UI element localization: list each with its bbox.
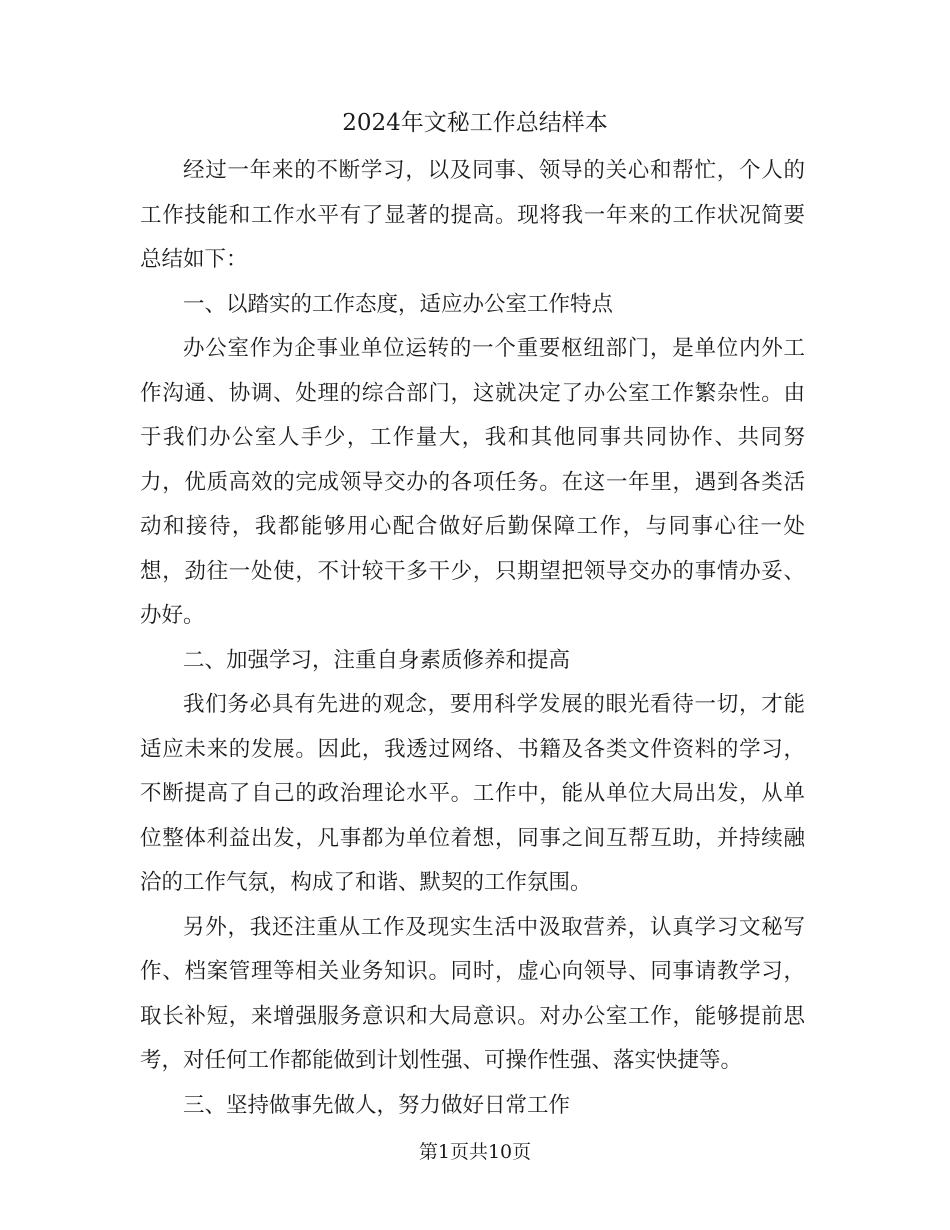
document-title: 2024年文秘工作总结样本 (342, 110, 608, 136)
section-2-paragraph-2: 另外，我还注重从工作及现实生活中汲取营养，认真学习文秘写作、档案管理等相关业务知识。同时，虚心向领导、同事请教学习，取长补短，来增强服务意识和大局意识。对办公室工作，能够提前思考，对任何工作都能做到计划性强、可操作性强、落实快捷等。 (140, 914, 805, 1073)
section-heading-3: 三、坚持做事先做人，努力做好日常工作 (183, 1092, 571, 1118)
section-2-paragraph-1: 我们务必具有先进的观念，要用科学发展的眼光看待一切，才能适应未来的发展。因此，我透过网络、书籍及各类文件资料的学习，不断提高了自己的政治理论水平。工作中，能从单位大局出发，从单位整体利益出发，凡事都为单位着想，同事之间互帮互助，并持续融洽的工作气氛，构成了和谐、默契的工作氛围。 (140, 692, 805, 895)
section-heading-2: 二、加强学习，注重自身素质修养和提高 (183, 647, 571, 673)
intro-paragraph: 经过一年来的不断学习，以及同事、领导的关心和帮忙，个人的工作技能和工作水平有了显著的提高。现将我一年来的工作状况简要总结如下： (140, 158, 805, 272)
section-1-paragraph: 办公室作为企事业单位运转的一个重要枢纽部门，是单位内外工作沟通、协调、处理的综合部门，这就决定了办公室工作繁杂性。由于我们办公室人手少，工作量大，我和其他同事共同协作、共同努力，优质高效的完成领导交办的各项任务。在这一年里，遇到各类活动和接待，我都能够用心配合做好后勤保障工作，与同事心往一处想，劲往一处使，不计较干多干少，只期望把领导交办的事情办妥、办好。 (140, 336, 805, 628)
section-heading-1: 一、以踏实的工作态度，适应办公室工作特点 (183, 291, 614, 317)
document-body (140, 149, 805, 1128)
page-number: 第1页共10页 (418, 1141, 532, 1163)
